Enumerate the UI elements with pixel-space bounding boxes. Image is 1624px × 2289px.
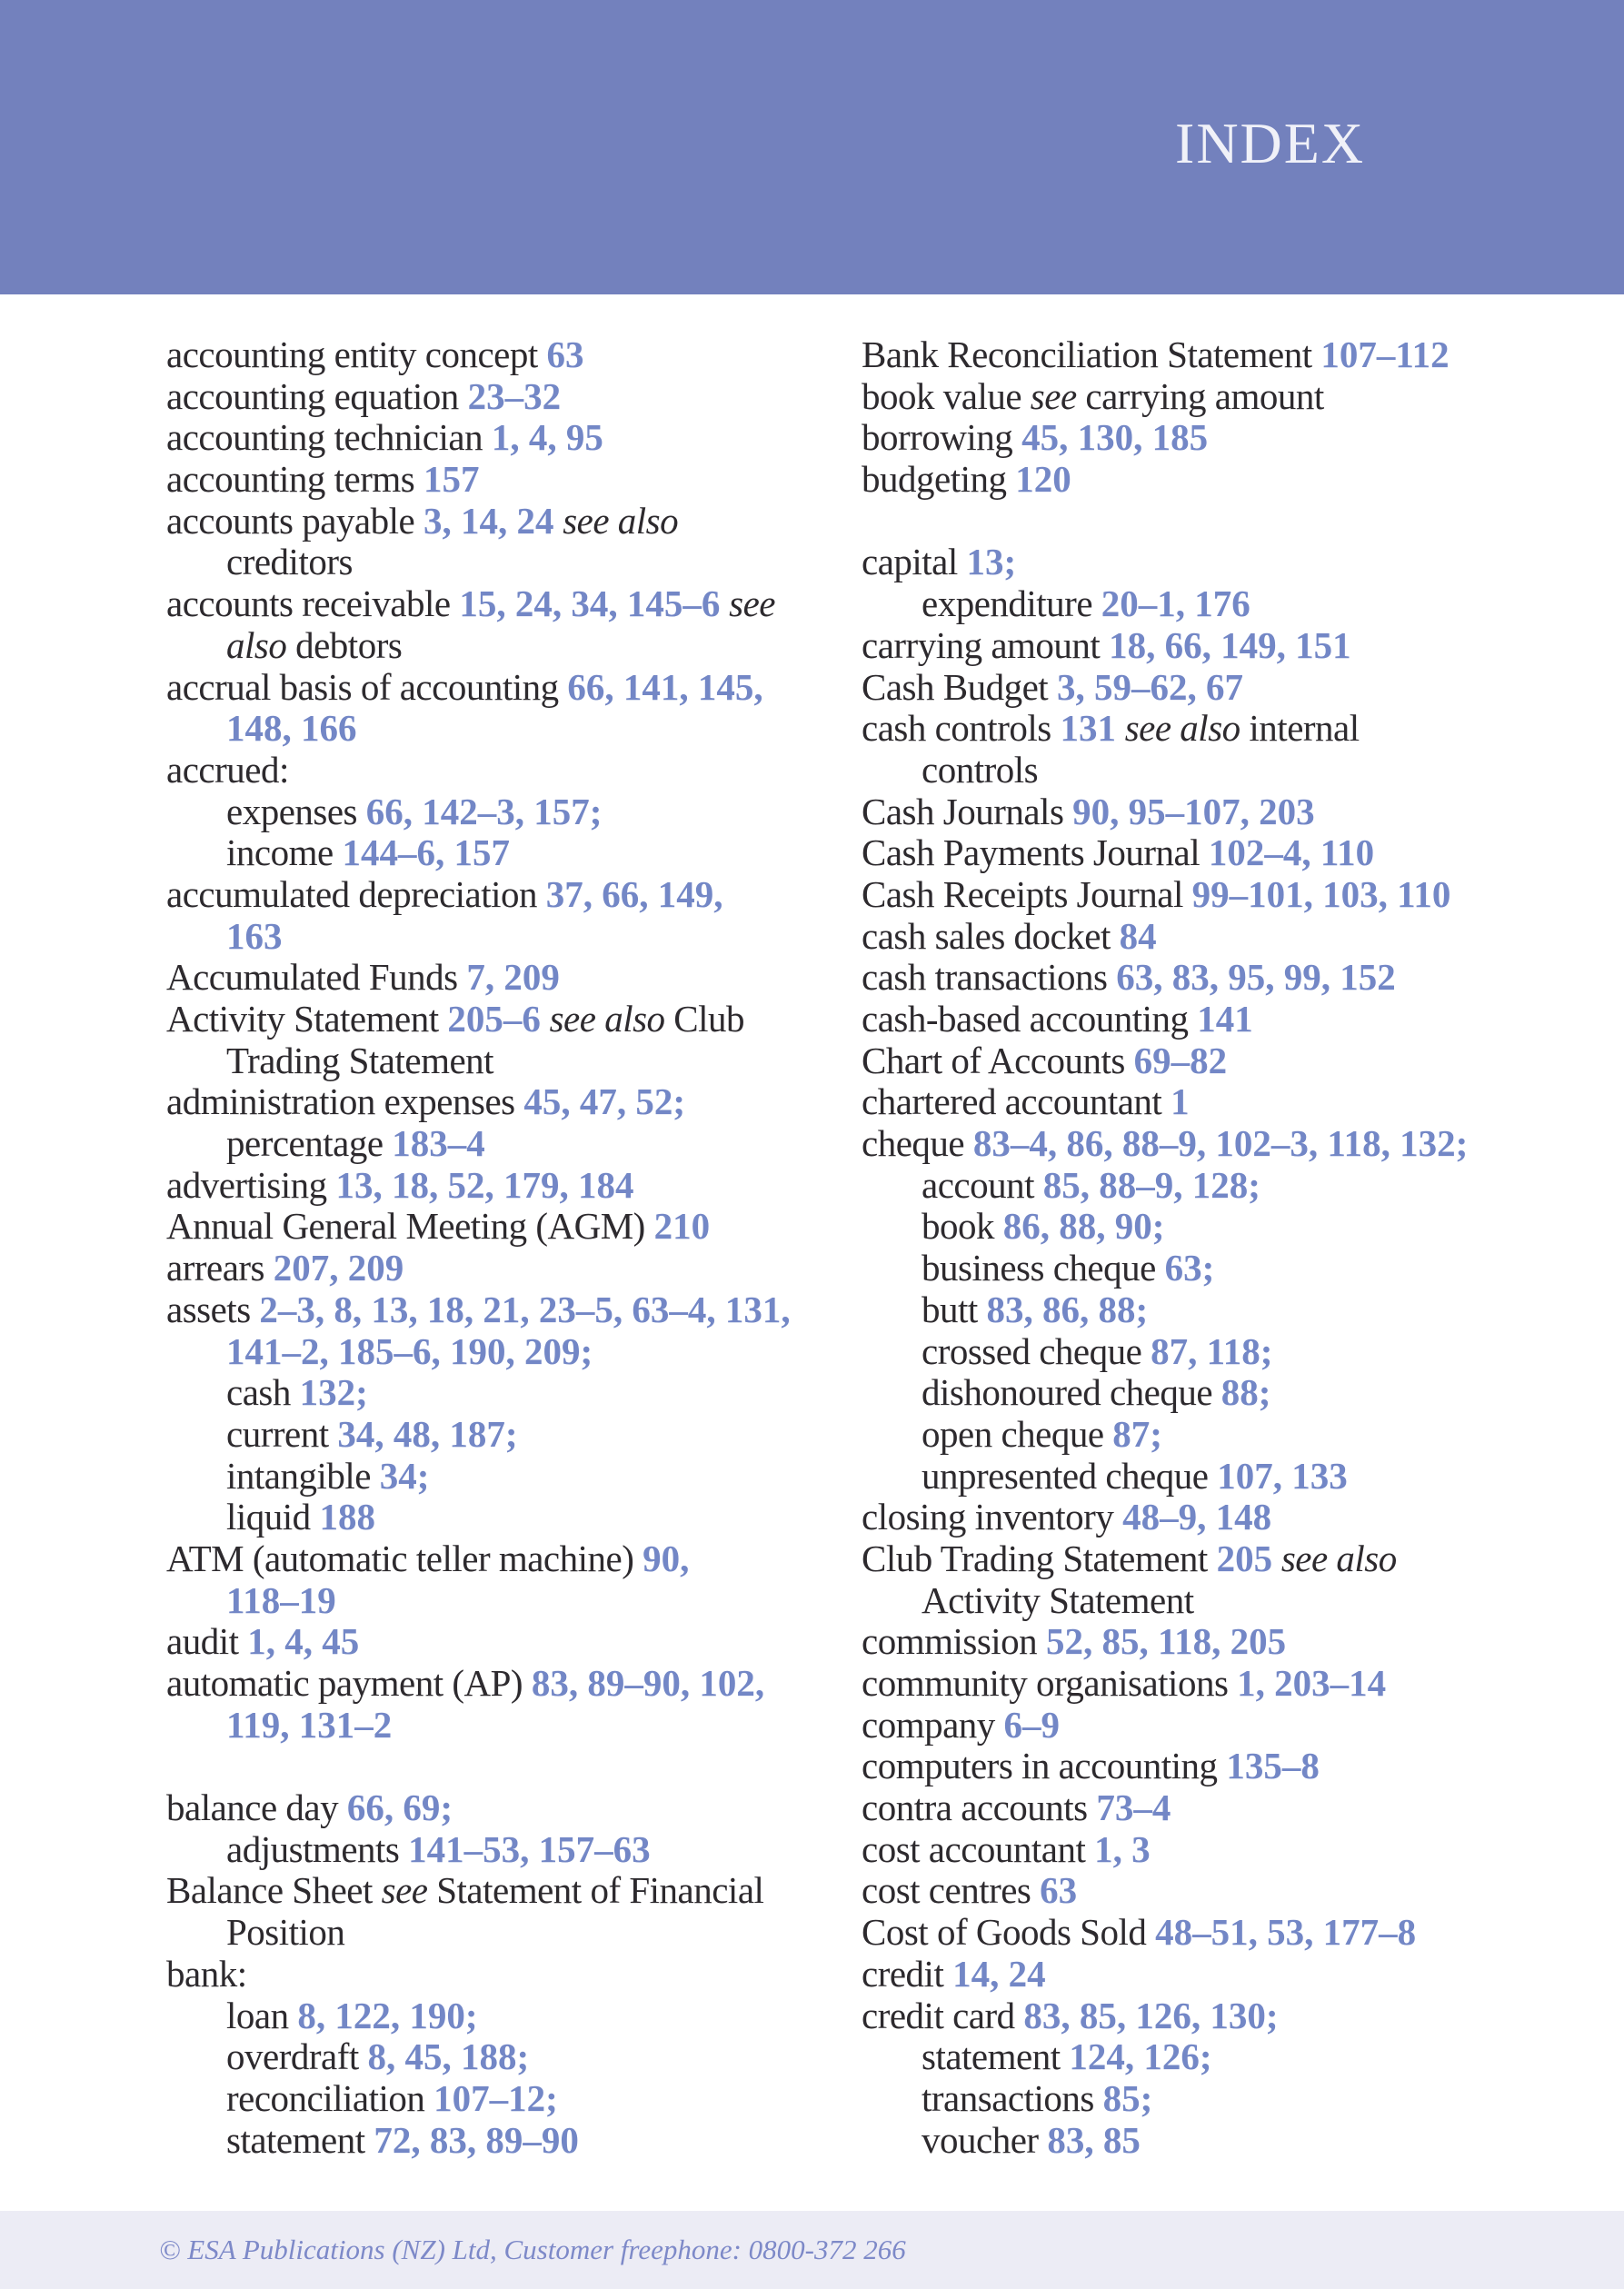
cross-reference: see: [729, 582, 775, 625]
page-numbers: 1, 3: [1094, 1827, 1151, 1870]
page-numbers: 1, 203–14: [1237, 1662, 1387, 1704]
index-line: [862, 791, 1468, 833]
page-numbers: 3, 14, 24: [423, 499, 554, 542]
page-numbers: 85, 88–9, 128;: [1042, 1163, 1260, 1206]
entry-text: commission: [862, 1620, 1046, 1663]
entry-text: accounting technician: [166, 416, 492, 459]
entry-text: administration expenses: [166, 1080, 524, 1123]
page-numbers: 66, 142–3, 157;: [365, 790, 603, 832]
index-line: [862, 1995, 1468, 2037]
entry-text: Activity Statement: [166, 998, 448, 1040]
entry-text: borrowing: [862, 416, 1022, 459]
page-header-band: [0, 0, 1624, 294]
entry-text: liquid: [226, 1496, 320, 1538]
index-line: [166, 542, 791, 583]
page-numbers: 188: [319, 1496, 375, 1538]
entry-text: Accumulated Funds: [166, 956, 467, 999]
entry-text: assets: [166, 1288, 260, 1330]
index-line: [166, 583, 791, 625]
index-line: [862, 999, 1468, 1040]
page-numbers: 119, 131–2: [226, 1703, 393, 1746]
index-line: [862, 667, 1468, 709]
index-line: [166, 1912, 791, 1954]
page-numbers: 1, 4, 45: [247, 1620, 360, 1663]
entry-text: current: [226, 1412, 338, 1455]
entry-text: company: [862, 1703, 1004, 1746]
entry-text: book value: [862, 374, 1031, 417]
entry-text: balance day: [166, 1786, 347, 1829]
index-line: [166, 1954, 791, 1995]
entry-text: voucher: [922, 2118, 1048, 2161]
entry-text: income: [226, 831, 343, 874]
entry-text: carrying amount: [862, 623, 1110, 666]
page-numbers: 8, 45, 188;: [367, 2035, 530, 2078]
page-numbers: 83, 85, 126, 130;: [1023, 1994, 1279, 2036]
entry-text: Cash Payments Journal: [862, 831, 1209, 874]
page-numbers: 66, 69;: [346, 1786, 453, 1829]
page-numbers: 48–51, 53, 177–8: [1155, 1911, 1417, 1954]
page-numbers: 90,: [643, 1537, 690, 1579]
index-line: [166, 1289, 791, 1331]
cross-reference: see: [381, 1869, 428, 1912]
entry-text: cash sales docket: [862, 914, 1120, 957]
entry-text: credit card: [862, 1994, 1024, 2036]
entry-text: debtors: [286, 623, 403, 666]
entry-text: adjustments: [226, 1827, 409, 1870]
page-numbers: 1, 4, 95: [491, 416, 603, 459]
index-line: [166, 957, 791, 999]
index-line: [166, 708, 791, 750]
index-line: [166, 1081, 791, 1123]
entry-text: contra accounts: [862, 1786, 1097, 1829]
index-line: [166, 2120, 791, 2162]
page-numbers: 18, 66, 149, 151: [1109, 623, 1351, 666]
index-line: [166, 1621, 791, 1663]
page-numbers: 99–101, 103, 110: [1191, 872, 1451, 915]
entry-text: cash: [226, 1371, 300, 1414]
index-line: [166, 1206, 791, 1248]
index-line: [166, 791, 791, 833]
page-numbers: 84: [1119, 914, 1157, 957]
entry-text: cash transactions: [862, 956, 1117, 999]
entry-text: [1272, 1538, 1281, 1579]
entry-text: business cheque: [922, 1247, 1165, 1289]
entry-text: cheque: [862, 1122, 973, 1165]
entry-text: Balance Sheet: [166, 1869, 382, 1912]
entry-text: Cost of Goods Sold: [862, 1911, 1156, 1954]
page-numbers: 141–53, 157–63: [408, 1827, 651, 1870]
entry-text: transactions: [922, 2076, 1103, 2119]
index-line: [166, 2078, 791, 2120]
index-line: [862, 1746, 1468, 1787]
entry-text: community organisations: [862, 1662, 1238, 1704]
page-numbers: 141: [1197, 998, 1253, 1040]
index-line: [166, 2036, 791, 2078]
page-numbers: 210: [653, 1205, 711, 1248]
entry-text: Position: [226, 1911, 345, 1954]
index-line: [862, 1621, 1468, 1663]
index-line: [166, 1705, 791, 1747]
entry-text: [720, 582, 729, 624]
entry-text: Club Trading Statement: [862, 1537, 1217, 1579]
entry-text: open cheque: [922, 1412, 1113, 1455]
index-line: [166, 1870, 791, 1912]
page-numbers: 63, 83, 95, 99, 152: [1116, 956, 1396, 999]
index-line: [862, 1497, 1468, 1538]
page-numbers: 69–82: [1133, 1039, 1228, 1081]
page-numbers: 85;: [1102, 2076, 1153, 2119]
index-line: [862, 1123, 1468, 1165]
index-line: [862, 334, 1468, 376]
entry-text: unpresented cheque: [922, 1454, 1218, 1497]
page-numbers: 183–4: [392, 1122, 485, 1165]
page-numbers: 83–4, 86, 88–9, 102–3, 118, 132;: [972, 1122, 1469, 1165]
page-numbers: 141–2, 185–6, 190, 209;: [226, 1329, 593, 1372]
index-line: [166, 1040, 791, 1082]
page-numbers: 107–12;: [433, 2076, 558, 2119]
entry-text: Activity Statement: [922, 1578, 1194, 1621]
index-column-left: [166, 334, 791, 2161]
entry-text: accounting equation: [166, 374, 468, 417]
entry-text: cost centres: [862, 1869, 1041, 1912]
page-numbers: 63;: [1164, 1247, 1215, 1289]
index-line: [862, 1165, 1468, 1207]
index-line: [862, 2120, 1468, 2162]
page-numbers: 87;: [1112, 1412, 1162, 1455]
page-numbers: 118–19: [226, 1578, 336, 1621]
entry-text: overdraft: [226, 2035, 368, 2078]
page-numbers: 7, 209: [466, 956, 560, 999]
index-line: [862, 542, 1468, 583]
index-line: [862, 1081, 1468, 1123]
page-numbers: 132;: [299, 1371, 368, 1414]
index-line: [862, 1954, 1468, 1995]
page-numbers: 205: [1216, 1537, 1273, 1579]
entry-text: controls: [922, 748, 1039, 791]
index-line: [862, 1372, 1468, 1414]
entry-text: Statement of Financial: [427, 1869, 764, 1912]
index-line: [166, 1248, 791, 1289]
entry-text: creditors: [226, 541, 353, 583]
entry-text: advertising: [166, 1163, 336, 1206]
index-line: [166, 1829, 791, 1871]
index-line: [166, 1497, 791, 1538]
entry-text: accounting terms: [166, 458, 423, 501]
page-numbers: 14, 24: [952, 1952, 1046, 1995]
page-numbers: 13;: [966, 541, 1017, 583]
page-numbers: 3, 59–62, 67: [1056, 665, 1243, 708]
page-numbers: 48–9, 148: [1122, 1496, 1272, 1538]
entry-text: intangible: [226, 1454, 380, 1497]
entry-text: audit: [166, 1620, 248, 1663]
index-line: [166, 376, 791, 418]
page-numbers: 15, 24, 34, 145–6: [459, 582, 721, 625]
index-line: [862, 1705, 1468, 1747]
index-line: [862, 957, 1468, 999]
entry-text: percentage: [226, 1122, 393, 1165]
entry-text: Cash Receipts Journal: [862, 872, 1192, 915]
entry-text: Trading Statement: [226, 1039, 494, 1081]
index-line: [166, 999, 791, 1040]
page-numbers: 83, 89–90, 102,: [531, 1662, 765, 1704]
entry-text: accounting entity concept: [166, 333, 547, 375]
page-numbers: 2–3, 8, 13, 18, 21, 23–5, 63–4, 131,: [259, 1288, 791, 1330]
entry-text: Chart of Accounts: [862, 1039, 1134, 1081]
page-numbers: 45, 47, 52;: [523, 1080, 686, 1123]
index-line: [862, 874, 1468, 916]
entry-text: Cash Journals: [862, 790, 1073, 832]
index-line: [862, 1456, 1468, 1498]
index-line: [166, 874, 791, 916]
entry-text: cash-based accounting: [862, 998, 1198, 1040]
index-line: [166, 1456, 791, 1498]
page-numbers: 34, 48, 187;: [337, 1412, 518, 1455]
index-line: [166, 1580, 791, 1622]
index-line: [862, 1787, 1468, 1829]
entry-text: cash controls: [862, 707, 1061, 750]
entry-text: statement: [226, 2118, 374, 2161]
page-numbers: 20–1, 176: [1101, 582, 1250, 625]
page-numbers: 144–6, 157: [342, 831, 510, 874]
page-numbers: 63: [546, 333, 584, 375]
index-line: [862, 2078, 1468, 2120]
index-line-blank: [166, 1746, 791, 1787]
index-line: [862, 376, 1468, 418]
page-numbers: 13, 18, 52, 179, 184: [335, 1163, 634, 1206]
page-numbers: 131: [1060, 707, 1116, 750]
page-numbers: 73–4: [1096, 1786, 1171, 1829]
entry-text: accounts receivable: [166, 582, 460, 625]
index-line: [166, 1538, 791, 1580]
page-numbers: 83, 85: [1047, 2118, 1141, 2161]
page-numbers: 83, 86, 88;: [986, 1288, 1149, 1330]
page-numbers: 107, 133: [1217, 1454, 1348, 1497]
index-line: [166, 832, 791, 874]
entry-text: Annual General Meeting (AGM): [166, 1205, 654, 1248]
page-numbers: 124, 126;: [1069, 2035, 1212, 2078]
index-line: [862, 832, 1468, 874]
index-line: [862, 1289, 1468, 1331]
entry-text: statement: [922, 2035, 1070, 2078]
index-line: [862, 750, 1468, 791]
page-numbers: 120: [1015, 458, 1071, 501]
entry-text: accrual basis of accounting: [166, 665, 568, 708]
index-line: [166, 1331, 791, 1373]
entry-text: arrears: [166, 1247, 274, 1289]
index-line: [862, 1538, 1468, 1580]
index-line: [862, 1414, 1468, 1456]
entry-text: account: [922, 1163, 1043, 1206]
page-numbers: 37, 66, 149,: [545, 872, 723, 915]
entry-text: dishonoured cheque: [922, 1371, 1221, 1414]
entry-text: chartered accountant: [862, 1080, 1171, 1123]
index-line: [862, 583, 1468, 625]
index-line: [862, 1040, 1468, 1082]
entry-text: [541, 998, 550, 1040]
index-line: [862, 1206, 1468, 1248]
page-numbers: 8, 122, 190;: [297, 1994, 478, 2036]
entry-text: internal: [1240, 707, 1360, 750]
entry-text: credit: [862, 1952, 953, 1995]
cross-reference: see: [1030, 374, 1077, 417]
page-numbers: 72, 83, 89–90: [374, 2118, 579, 2161]
entry-text: crossed cheque: [922, 1329, 1151, 1372]
entry-text: loan: [226, 1994, 298, 2036]
entry-text: expenditure: [922, 582, 1101, 625]
page-numbers: 135–8: [1226, 1745, 1320, 1787]
entry-text: ATM (automatic teller machine): [166, 1537, 643, 1579]
index-line: [166, 334, 791, 376]
index-line: [166, 667, 791, 709]
index-column-right: [862, 334, 1468, 2161]
entry-text: cost accountant: [862, 1827, 1095, 1870]
cross-reference: see also: [1280, 1537, 1397, 1579]
page-numbers: 45, 130, 185: [1021, 416, 1209, 459]
page-numbers: 63: [1040, 1869, 1078, 1912]
cross-reference: also: [226, 623, 287, 666]
index-line: [862, 1580, 1468, 1622]
page-numbers: 87, 118;: [1151, 1329, 1273, 1372]
index-line: [166, 1372, 791, 1414]
index-line: [862, 459, 1468, 501]
entry-text: expenses: [226, 790, 366, 832]
index-line: [862, 916, 1468, 958]
index-line: [166, 1663, 791, 1705]
index-line: [166, 1414, 791, 1456]
index-line: [862, 625, 1468, 667]
index-line: [862, 1331, 1468, 1373]
index-line: [166, 625, 791, 667]
entry-text: [553, 500, 563, 542]
cross-reference: see also: [563, 499, 679, 542]
index-line: [166, 1165, 791, 1207]
index-line: [862, 417, 1468, 459]
entry-text: butt: [922, 1288, 987, 1330]
page-numbers: 1: [1171, 1080, 1190, 1123]
page-numbers: 34;: [379, 1454, 430, 1497]
cross-reference: see also: [549, 998, 665, 1040]
entry-text: book: [922, 1205, 1003, 1248]
entry-text: bank:: [166, 1952, 247, 1995]
entry-text: computers in accounting: [862, 1745, 1227, 1787]
page-numbers: 23–32: [467, 374, 562, 417]
entry-text: accounts payable: [166, 499, 423, 542]
page-numbers: 207, 209: [273, 1247, 404, 1289]
page-numbers: 157: [423, 458, 480, 501]
page-footer-band: [0, 2211, 1624, 2289]
page-numbers: 86, 88, 90;: [1002, 1205, 1165, 1248]
page-numbers: 148, 166: [226, 707, 357, 750]
page-numbers: 90, 95–107, 203: [1072, 790, 1315, 832]
index-line: [166, 750, 791, 791]
index-line: [166, 916, 791, 958]
page-numbers: 6–9: [1003, 1703, 1061, 1746]
index-line: [166, 1995, 791, 2037]
entry-text: Bank Reconciliation Statement: [862, 333, 1321, 375]
index-line: [166, 417, 791, 459]
entry-text: automatic payment (AP): [166, 1662, 532, 1704]
index-line-blank: [862, 501, 1468, 542]
cross-reference: see also: [1124, 707, 1240, 750]
entry-text: accumulated depreciation: [166, 872, 546, 915]
page-numbers: 52, 85, 118, 205: [1045, 1620, 1287, 1663]
entry-text: [1116, 707, 1125, 749]
entry-text: accrued:: [166, 748, 289, 791]
page-numbers: 66, 141, 145,: [567, 665, 763, 708]
page-title: INDEX: [1175, 111, 1366, 175]
index-line: [166, 501, 791, 542]
entry-text: capital: [862, 541, 967, 583]
entry-text: budgeting: [862, 458, 1016, 501]
index-line: [166, 459, 791, 501]
entry-text: Club: [664, 998, 745, 1040]
index-line: [862, 1829, 1468, 1871]
page-numbers: 102–4, 110: [1208, 831, 1375, 874]
entry-text: closing inventory: [862, 1496, 1123, 1538]
index-line: [166, 1787, 791, 1829]
footer-copyright: © ESA Publications (NZ) Ltd, Customer freephone: 0800-372 266: [159, 2234, 906, 2265]
page-numbers: 205–6: [447, 998, 541, 1040]
index-line: [862, 708, 1468, 750]
index-line: [862, 1663, 1468, 1705]
index-line: [862, 2036, 1468, 2078]
page-numbers: 163: [226, 914, 283, 957]
page-numbers: 107–112: [1320, 333, 1450, 375]
index-line: [862, 1248, 1468, 1289]
entry-text: carrying amount: [1076, 374, 1324, 417]
index-line: [862, 1912, 1468, 1954]
page-numbers: 88;: [1220, 1371, 1271, 1414]
index-line: [862, 1870, 1468, 1912]
index-line: [166, 1123, 791, 1165]
entry-text: Cash Budget: [862, 665, 1057, 708]
entry-text: reconciliation: [226, 2076, 434, 2119]
